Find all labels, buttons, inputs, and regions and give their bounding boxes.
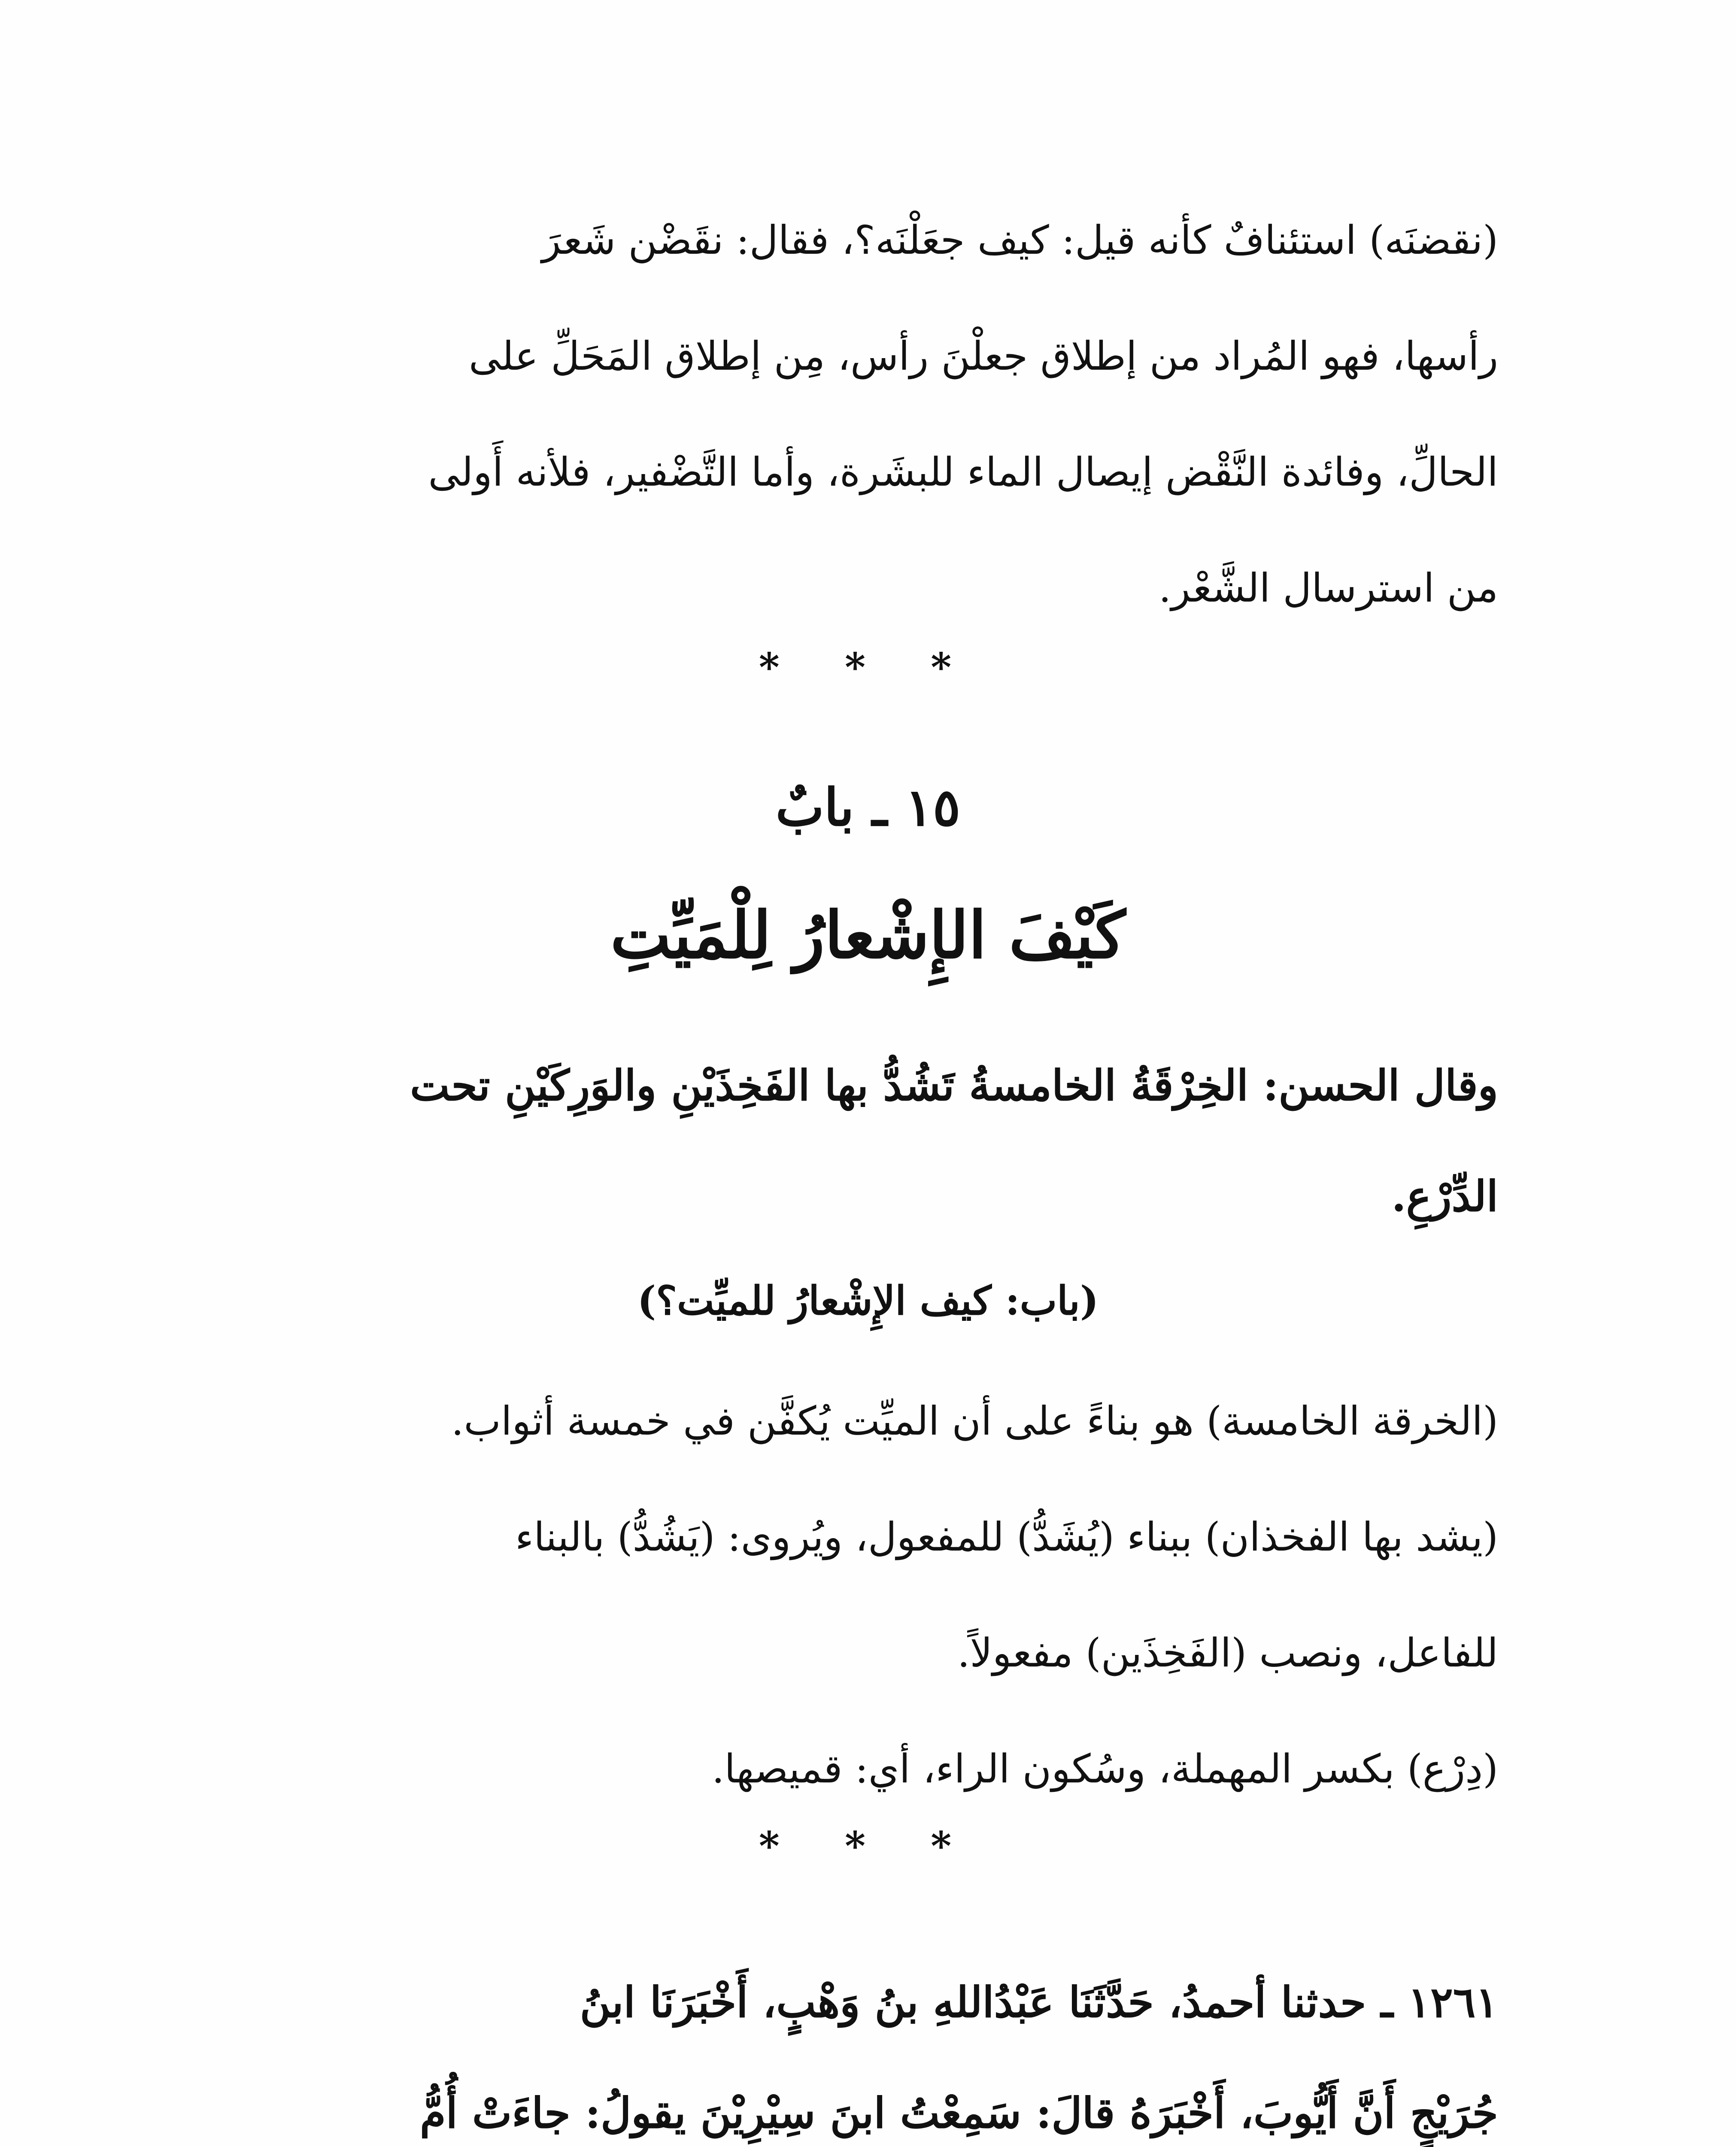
commentary-line: (نقضنَه) استئنافٌ كأنه قيل: كيف جعَلْنَه؟، فقال: نقَضْن شَعرَ [542, 217, 1498, 263]
commentary-line: الحالِّ، وفائدة النَّقْض إيصال الماء للبشَرة، وأما التَّضْفير، فلأنه أَولى [428, 449, 1498, 495]
hadith-line: ١٢٦١ ـ حدثنا أحمدُ، حَدَّثَنَا عَبْدُاللهِ بنُ وَهْبٍ، أَخْبَرَنَا ابنُ [580, 1978, 1498, 2027]
commentary-line: من استرسال الشَّعْر. [1159, 565, 1498, 611]
hadith-line: جُرَيْجٍ أَنَّ أَيُّوبَ، أَخْبَرَهُ قالَ: سَمِعْتُ ابنَ سِيْرِيْنَ يقولُ: جاءَتْ أُمُّ [419, 2089, 1498, 2138]
commentary-line: رأسها، فهو المُراد من إطلاق جعلْنَ رأس، مِن إطلاق المَحَلِّ على [469, 333, 1498, 379]
section-separator: * * * [759, 1823, 977, 1869]
commentary-line: للفاعل، ونصب (الفَخِذَين) مفعولاً. [957, 1630, 1498, 1676]
commentary-line: (دِرْع) بكسر المهملة، وسُكون الراء، أي: قميصها. [712, 1746, 1498, 1792]
commentary-line: (الخرقة الخامسة) هو بناءً على أن الميِّت يُكفَّن في خمسة أثواب. [451, 1398, 1498, 1444]
commentary-top [238, 182, 1498, 646]
hadith-intro [238, 1031, 1498, 1252]
hadith-text [238, 1947, 1498, 2147]
section-separator: * * * [759, 644, 977, 690]
hadith-intro-line: وقال الحسن: الخِرْقَةُ الخامسةُ تَشُدُّ بها الفَخِذَيْنِ والوَرِكَيْنِ تحت [410, 1061, 1498, 1110]
commentary-middle [238, 1363, 1498, 1827]
chapter-number: ١٥ ـ بابٌ [775, 777, 961, 838]
chapter-title: كَيْفَ الإِشْعارُ لِلْمَيِّتِ [610, 897, 1126, 973]
commentary-heading: (باب: كيف الإِشْعارُ للميِّت؟) [637, 1277, 1099, 1324]
hadith-intro-line: الدِّرْعِ. [1391, 1172, 1498, 1221]
commentary-line: (يشد بها الفخذان) ببناء (يُشَدُّ) للمفعول، ويُروى: (يَشُدُّ) بالبناء [515, 1514, 1498, 1560]
